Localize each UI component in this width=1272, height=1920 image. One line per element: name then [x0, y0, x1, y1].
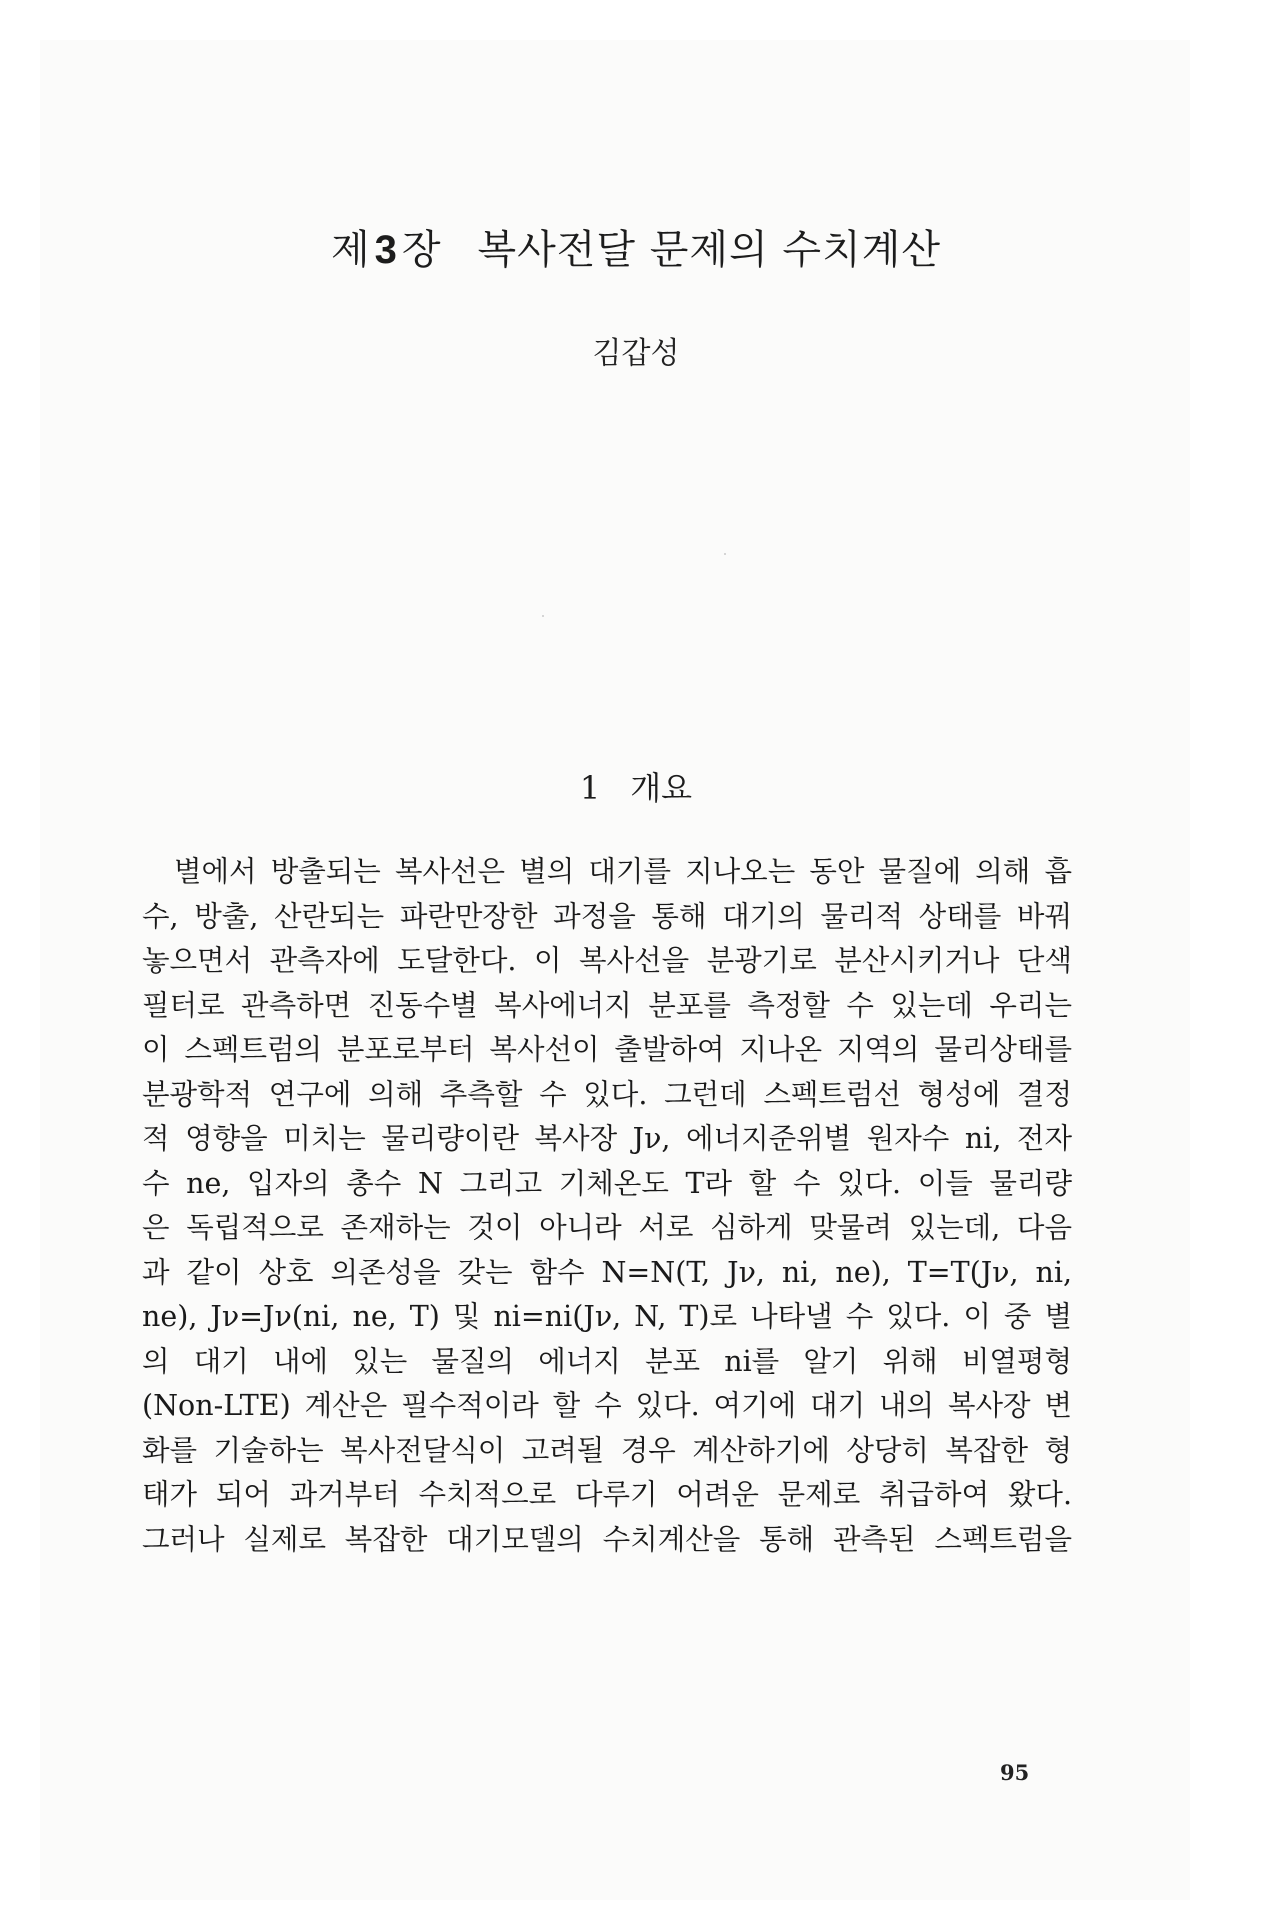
text-line: 놓으면서 관측자에 도달한다. 이 복사선을 분광기로 분산시키거나 단색	[142, 944, 1072, 977]
text-line: 그러나 실제로 복잡한 대기모델의 수치계산을 통해 관측된 스펙트럼을	[142, 1522, 1072, 1556]
text-line: 화를 기술하는 복사전달식이 고려될 경우 계산하기에 상당히 복잡한 형	[142, 1433, 1072, 1467]
chapter-title-text: 복사전달 문제의 수치계산	[477, 227, 941, 273]
text-line: 분광학적 연구에 의해 추측할 수 있다. 그런데 스펙트럼선 형성에 결정	[142, 1077, 1072, 1111]
body-paragraph	[142, 850, 1072, 1562]
text-line: 과 같이 상호 의존성을 갖는 함수 N=N(T, Jν, ni, ne), T=T(Jν, ni,	[142, 1255, 1072, 1289]
text-line: 태가 되어 과거부터 수치적으로 다루기 어려운 문제로 취급하여 왔다.	[142, 1478, 1072, 1511]
page-number: 95	[1000, 1760, 1030, 1785]
text-line: 적 영향을 미치는 물리량이란 복사장 Jν, 에너지준위별 원자수 ni, 전자	[142, 1122, 1072, 1155]
text-line: 이 스펙트럼의 분포로부터 복사선이 출발하여 지나온 지역의 물리상태를	[142, 1033, 1072, 1066]
section-number: 1	[579, 769, 601, 807]
section-title: 개요	[630, 769, 693, 807]
text-line: 수 ne, 입자의 총수 N 그리고 기체온도 T라 할 수 있다. 이들 물리량	[142, 1166, 1072, 1200]
text-line: 의 대기 내에 있는 물질의 에너지 분포 ni를 알기 위해 비열평형	[142, 1344, 1072, 1378]
scan-speck	[724, 553, 726, 555]
text-line: (Non-LTE) 계산은 필수적이라 할 수 있다. 여기에 대기 내의 복사장 변	[142, 1389, 1072, 1422]
chapter-title	[0, 218, 1272, 275]
chapter-prefix: 제	[330, 227, 371, 273]
author-name: 김갑성	[592, 336, 680, 371]
chapter-suffix: 장	[401, 227, 442, 273]
chapter-number: 3	[374, 228, 398, 272]
text-line: ne), Jν=Jν(ni, ne, T) 및 ni=ni(Jν, N, T)로 나타낼 수 있다. 이 중 별	[142, 1300, 1072, 1333]
text-line: 별에서 방출되는 복사선은 별의 대기를 지나오는 동안 물질에 의해 흡	[174, 855, 1072, 888]
scan-speck	[542, 615, 544, 617]
text-line: 은 독립적으로 존재하는 것이 아니라 서로 심하게 맞물려 있는데, 다음	[142, 1211, 1072, 1244]
text-line: 필터로 관측하면 진동수별 복사에너지 분포를 측정할 수 있는데 우리는	[142, 988, 1072, 1022]
section-heading	[0, 763, 1272, 809]
text-line: 수, 방출, 산란되는 파란만장한 과정을 통해 대기의 물리적 상태를 바꿔	[142, 899, 1072, 933]
